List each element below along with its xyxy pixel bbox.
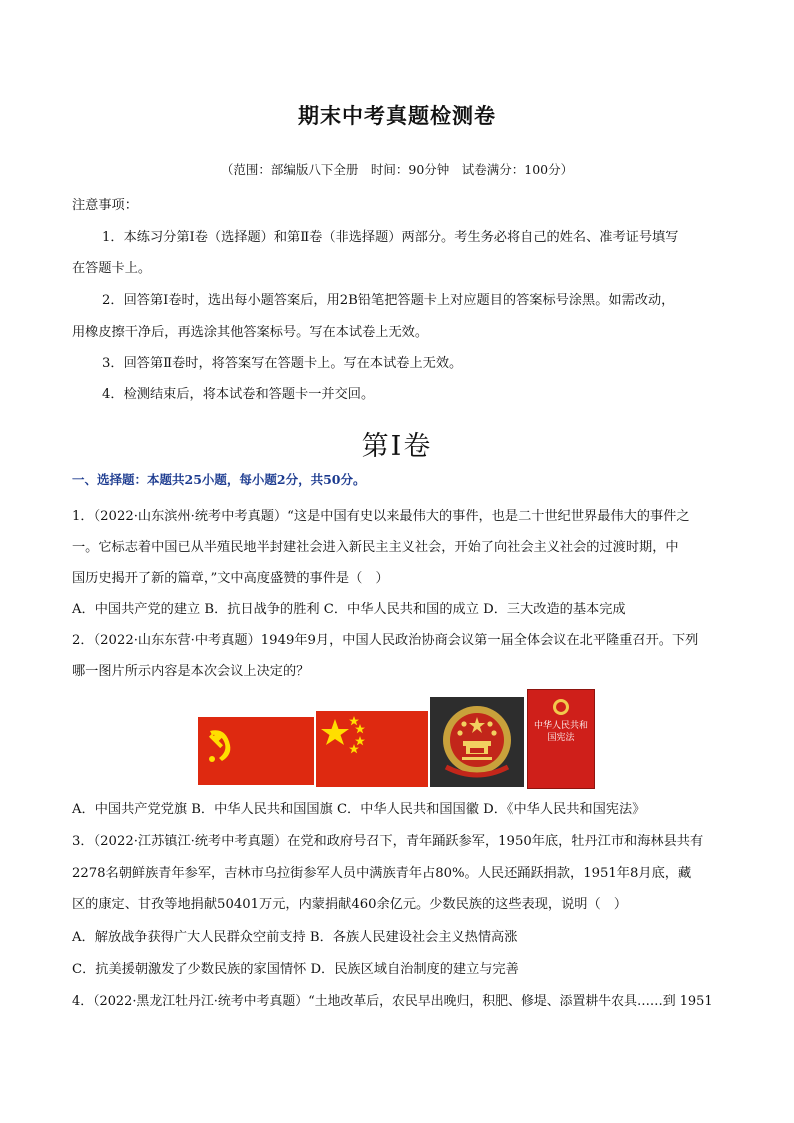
constitution-book-image <box>527 689 595 789</box>
question-1-text: 1．（2022·山东滨州·统考中考真题）“这是中国有史以来最伟大的事件，也是二十世纪世界最伟大的事件之 <box>72 509 690 524</box>
question-2-text: 2．（2022·山东东营·中考真题）1949年9月，中国人民政治协商会议第一届全体会议在北平隆重召开。下列 <box>72 633 699 648</box>
notice-line: 2．回答第Ⅰ卷时，选出每小题答案后，用2B铅笔把答题卡上对应题目的答案标号涂黑。如需改动， <box>102 293 675 308</box>
question-2-options: A．中国共产党党旗 B．中华人民共和国国旗 C．中华人民共和国国徽 D．《中华人民共和国宪法》 <box>72 802 646 817</box>
section-heading: 一、选择题：本题共25小题，每小题2分，共50分。 <box>72 472 366 487</box>
notice-line: 4．检测结束后，将本试卷和答题卡一并交回。 <box>102 387 375 402</box>
question-4-text: 4．（2022·黑龙江牡丹江·统考中考真题）“土地改革后，农民早出晚归，积肥、修堤、添置耕牛农具……到 1951 <box>72 994 713 1009</box>
notice-line: 3．回答第Ⅱ卷时，将答案写在答题卡上。写在本试卷上无效。 <box>102 356 463 371</box>
question-2-images <box>198 689 598 789</box>
national-flag-image <box>316 711 428 787</box>
question-1-options: A．中国共产党的建立 B．抗日战争的胜利 C．中华人民共和国的成立 D．三大改造的基本完成 <box>72 602 626 617</box>
notice-heading: 注意事项： <box>72 198 138 213</box>
five-stars-icon <box>316 711 428 787</box>
notice-line: 在答题卡上。 <box>72 261 152 276</box>
constitution-book-title: 中华人民共和国宪法 <box>533 721 588 743</box>
notice-line: 1．本练习分第Ⅰ卷（选择题）和第Ⅱ卷（非选择题）两部分。考生务必将自己的姓名、准考证号填写 <box>102 230 679 245</box>
question-3-text: 区的康定、甘孜等地捐献50401万元，内蒙捐献460余亿元。少数民族的这些表现，说明（ ） <box>72 897 628 912</box>
hammer-sickle-icon <box>198 717 314 785</box>
exam-subtitle: （范围：部编版八下全册 时间：90分钟 试卷满分：100分） <box>220 162 574 177</box>
question-3-text: 2278名朝鲜族青年参军，吉林市乌拉街参军人员中满族青年占80%。人民还踊跃捐款，1951年8月底，藏 <box>72 866 692 881</box>
question-3-text: 3．（2022·江苏镇江·统考中考真题）在党和政府号召下，青年踊跃参军，1950年底，牡丹江市和海林县共有 <box>72 834 704 849</box>
national-emblem-image <box>430 697 524 787</box>
question-3-options: A．解放战争获得广大人民群众空前支持 B．各族人民建设社会主义热情高涨 <box>72 930 518 945</box>
question-3-options: C．抗美援朝激发了少数民族的家国情怀 D．民族区域自治制度的建立与完善 <box>72 962 519 977</box>
emblem-icon <box>430 697 524 787</box>
party-flag-image <box>198 717 314 785</box>
notice-line: 用橡皮擦干净后，再选涂其他答案标号。写在本试卷上无效。 <box>72 325 429 340</box>
question-1-text: 国历史揭开了新的篇章，”文中高度盛赞的事件是（ ） <box>72 571 389 586</box>
page-title: 期末中考真题检测卷 <box>298 104 496 128</box>
question-2-text: 哪一图片所示内容是本次会议上决定的？ <box>72 664 310 679</box>
section-title: 第Ⅰ卷 <box>361 431 433 462</box>
question-1-text: 一。它标志着中国已从半殖民地半封建社会进入新民主主义社会，开始了向社会主义社会的过渡时期，中 <box>72 540 679 555</box>
